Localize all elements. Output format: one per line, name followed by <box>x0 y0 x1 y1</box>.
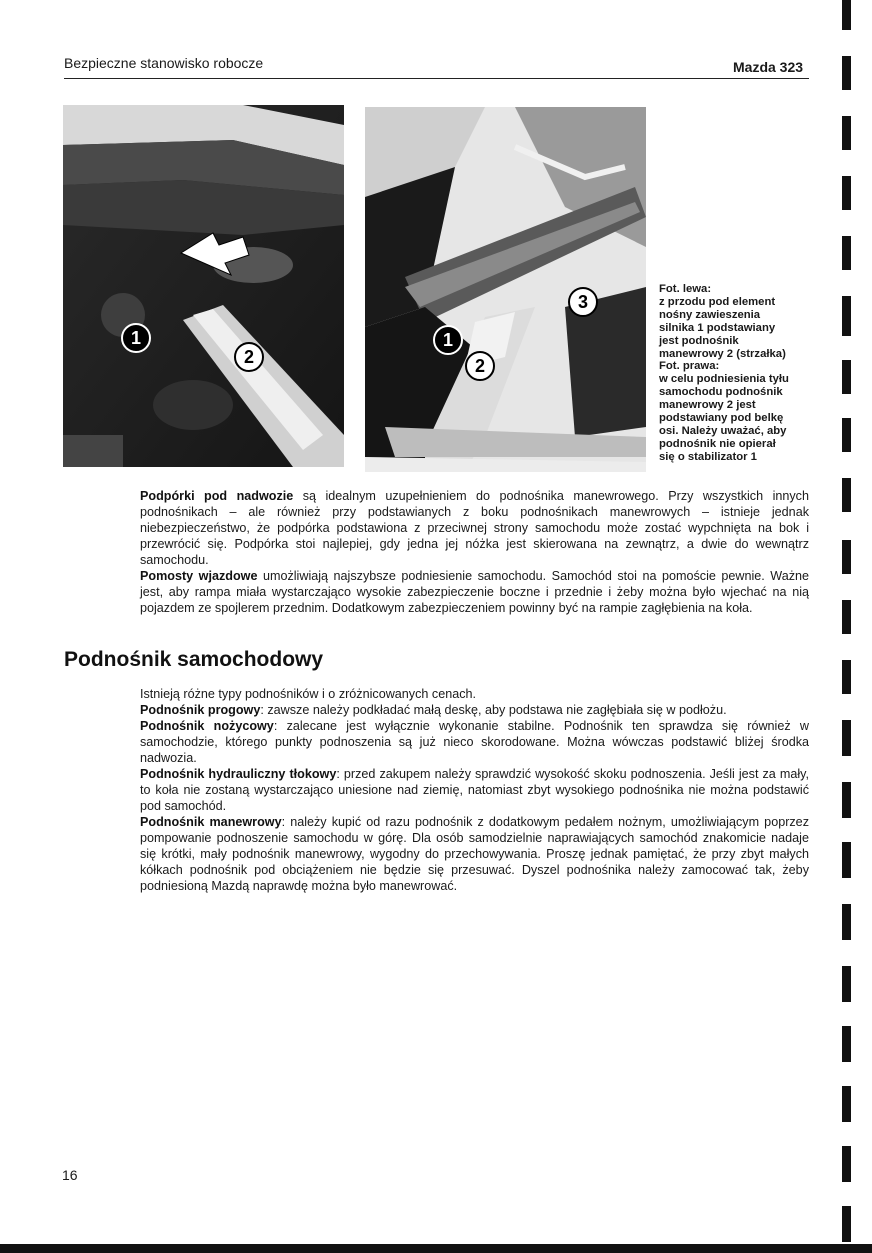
caption-line: samochodu podnośnik <box>659 386 783 399</box>
caption-line: jest podnośnik <box>659 334 739 347</box>
body-text-top <box>140 488 809 616</box>
paragraph-sill-jack <box>140 702 809 718</box>
edge-mark <box>842 1146 851 1182</box>
intro-line: Istnieją różne typy podnośników i o zróżnicowanych cenach. <box>140 687 477 701</box>
edge-mark <box>842 296 851 336</box>
paragraph-lead: Pomosty wjazdowe <box>140 569 258 583</box>
caption-line: podstawiany pod belkę <box>659 412 784 425</box>
edge-mark <box>842 478 851 512</box>
edge-mark <box>842 540 851 574</box>
paragraph-text: : należy kupić od razu podnośnik z dodatkowym pedałem nożnym, umożliwiającym poprzez pompowanie podnoszenie samochodu w górę. Dla osób samodzielnie naprawiających samochód znakomicie nadaje się krótki, mały podnośnik manewrowy, wygodny do przechowywania. Proszę jednak pamiętać, że przy zbyt małych kółkach podnośnik pod obciążeniem nie będzie się przesuwać. Dyszel podnośnika należy zamocować tak, żeby podniesioną Mazdą naprawdę można było manewrować. <box>140 815 809 893</box>
edge-mark <box>842 1206 851 1242</box>
photo-right-label-1: 1 <box>433 325 463 355</box>
edge-mark <box>842 842 851 878</box>
caption-line: osi. Należy uważać, aby <box>659 424 787 437</box>
edge-mark <box>842 1086 851 1122</box>
edge-mark <box>842 660 851 694</box>
caption-line: manewrowy 2 jest <box>659 399 756 412</box>
caption-line: silnika 1 podstawiany <box>659 321 776 334</box>
caption-line: w celu podniesienia tyłu <box>659 373 789 386</box>
edge-mark <box>842 116 851 150</box>
photo-left-label-2: 2 <box>234 342 264 372</box>
caption-line: Fot. prawa: <box>659 360 720 373</box>
caption-line: nośny zawieszenia <box>659 308 761 321</box>
edge-mark <box>842 418 851 452</box>
paragraph-ramps <box>140 568 809 616</box>
edge-mark <box>842 904 851 940</box>
edge-mark <box>842 720 851 756</box>
edge-mark <box>842 0 851 30</box>
photo-left-label-1: 1 <box>121 323 151 353</box>
paragraph-text: są idealnym uzupełnieniem do podnośnika manewrowego. Przy wszystkich innych podnośnikach – ale również przy podstawianych z boku podnośnikach manewrowych – istnieje jednak niebezpieczeństwo, że podpórka podstawiona z przeciwnej strony samochodu może zostać wypchnięta na bok i przewrócić się. Podpórka stoi najlepiej, gdy jedna jej nóżka jest skierowana na zewnątrz, a dwie do wewnątrz samochodu. <box>140 489 809 567</box>
photo-caption <box>659 283 809 464</box>
paragraph-lead: Podpórki pod nadwozie <box>140 489 294 503</box>
paragraph-lead: Podnośnik hydrauliczny tłokowy <box>140 767 337 781</box>
photo-right <box>365 107 646 472</box>
paragraph-scissor-jack <box>140 718 809 766</box>
caption-line: Fot. lewa: <box>659 283 712 295</box>
edge-mark <box>842 966 851 1002</box>
running-header-section: Bezpieczne stanowisko robocze <box>64 55 264 71</box>
edge-mark <box>842 1026 851 1062</box>
paragraph-lead: Podnośnik nożycowy <box>140 719 274 733</box>
paragraph-text: : zawsze należy podkładać małą deskę, aby podstawa nie zagłębiała się w podłożu. <box>260 703 727 717</box>
running-header-model: Mazda 323 <box>733 59 804 75</box>
photo-left <box>63 105 344 467</box>
paragraph-lead: Podnośnik progowy <box>140 703 261 717</box>
caption-line: się o stabilizator 1 <box>659 450 757 463</box>
edge-mark <box>842 600 851 634</box>
header-rule <box>64 78 809 79</box>
caption-line: z przodu pod element <box>659 295 776 308</box>
page-number: 16 <box>62 1167 78 1183</box>
photo-right-label-2: 2 <box>465 351 495 381</box>
edge-mark <box>842 360 851 394</box>
section-title: Podnośnik samochodowy <box>64 648 324 671</box>
caption-line: manewrowy 2 (strzałka) <box>659 347 786 360</box>
paragraph-text: : zalecane jest wyłącznie wykonanie stabilne. Podnośnik ten sprawdza się również w samochodzie, którego punkty podnoszenia są już nieco skorodowane. Można wówczas podstawić bliżej środka nadwozia. <box>140 719 810 765</box>
body-text-bottom <box>140 686 809 894</box>
paragraph-trolley-jack <box>140 814 809 894</box>
photo-right-image <box>365 107 646 472</box>
photo-right-label-3: 3 <box>568 287 598 317</box>
paragraph-text: umożliwiają najszybsze podniesienie samochodu. Samochód stoi na pomoście pewnie. Ważne jest, aby rampa miała wystarczająco wysokie zabezpieczenie boczne i przednie i żeby można było wjechać na nią pojazdem ze spojlerem przednim. Dodatkowym zabezpieczeniem powinny być na rampie zagłębienia na koła. <box>140 569 809 615</box>
bottom-edge-bar <box>0 1244 872 1253</box>
edge-mark <box>842 782 851 818</box>
paragraph-hydraulic-jack <box>140 766 809 814</box>
caption-line: podnośnik nie opierał <box>659 437 776 450</box>
paragraph-text: : przed zakupem należy sprawdzić wysokość skoku podnoszenia. Jeśli jest za mały, to koła nie zostaną wystarczająco uniesione nad ziemię, natomiast zbyt wysokiego podnośnika nie można podstawić pod samochód. <box>140 767 810 813</box>
paragraph-lead: Podnośnik manewrowy <box>140 815 282 829</box>
edge-mark <box>842 236 851 270</box>
photo-left-image <box>63 105 344 467</box>
edge-mark <box>842 176 851 210</box>
edge-mark <box>842 56 851 90</box>
paragraph-body-supports <box>140 488 809 568</box>
